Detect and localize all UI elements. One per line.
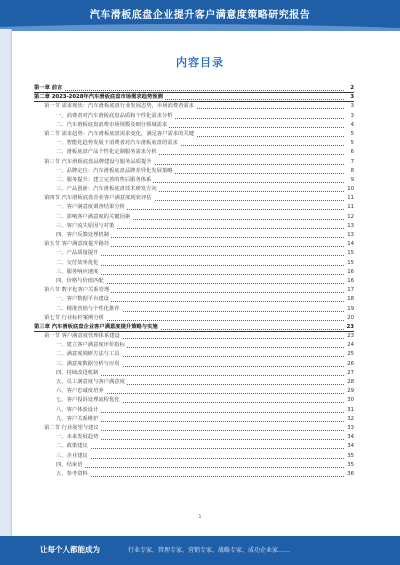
toc-entry-page: 23 [344, 323, 354, 332]
toc-entry-page: 28 [344, 378, 354, 387]
toc-entry-page: 8 [344, 167, 354, 176]
toc-entry-page: 34 [344, 433, 354, 442]
toc-entry-label: 二、滑板底盘产品个性化定制服务需求分析 [56, 148, 159, 157]
toc-entry-label: 三、企业建议 [56, 452, 90, 461]
toc-entry[interactable] [34, 148, 354, 157]
report-title: 汽车滑板底盘企业提升客户满意度策略研究报告 [89, 10, 311, 21]
toc-entry-label: 二、满意度调研方法与工具 [56, 350, 122, 359]
footer-slogan: 让每个人都能成为 [40, 545, 100, 554]
toc-entry[interactable] [34, 121, 354, 130]
toc-entry-page: 12 [344, 213, 354, 222]
toc-entry-label: 三、产品创新：汽车滑板底盘技术研发方向 [56, 185, 159, 194]
toc-entry-label: 第二章 2023-2028年汽车滑板底盘市场需求趋势预测 [34, 93, 165, 102]
toc-entry-page: 35 [344, 452, 354, 461]
toc-entry[interactable] [34, 332, 354, 341]
toc-entry-page: 19 [344, 305, 354, 314]
toc-entry-page: 13 [344, 222, 354, 231]
toc-entry-label: 一、品牌定位：汽车滑板底盘品牌差异化发展策略 [56, 167, 175, 176]
toc-entry-label: 三、客户流失原因与对策 [56, 222, 116, 231]
toc-entry-page: 2 [344, 84, 354, 93]
toc-entry[interactable] [34, 433, 354, 442]
toc-entry-page: 30 [344, 396, 354, 405]
toc-entry-page: 16 [344, 268, 354, 277]
toc-dot-leader [56, 448, 344, 449]
toc-entry-page: 35 [344, 461, 354, 470]
toc-entry[interactable] [34, 231, 354, 240]
toc-entry-page: 15 [344, 259, 354, 268]
toc-entry-label: 一、建立客户满意度评价指标 [56, 341, 127, 350]
toc-entry[interactable] [34, 341, 354, 350]
toc-entry-page: 5 [344, 139, 354, 148]
toc-entry-label: 第三章 汽车滑板底盘企业客户满意度提升策略与实施 [34, 323, 160, 332]
toc-entry-label: 一、消费者对汽车滑板底盘品质和个性化需求分析 [56, 112, 175, 121]
toc-entry-page: 34 [344, 442, 354, 451]
toc-entry-label: 五、员工满意度与客户满意度 [56, 378, 127, 387]
toc-entry[interactable] [34, 194, 354, 203]
toc-entry-page: 16 [344, 277, 354, 286]
toc-entry[interactable] [34, 406, 354, 415]
toc-entry-page: 26 [344, 360, 354, 369]
toc-heading: 内容目录 [176, 56, 224, 69]
toc-entry-label: 四、价格与价值匹配 [56, 277, 106, 286]
left-sidebar-band [0, 29, 11, 536]
toc-entry-label: 第三节 汽车滑板底盘品牌建设与服务品质提升 [44, 158, 154, 167]
toc-entry-label: 三、满意度数据分析与应用 [56, 360, 122, 369]
toc-entry[interactable] [34, 286, 354, 295]
toc-entry-page: 11 [344, 203, 354, 212]
toc-entry-label: 二、汽车滑板底盘消费市场规模及细分领域需求 [56, 121, 169, 130]
toc-entry-page: 29 [344, 387, 354, 396]
toc-entry[interactable] [34, 452, 354, 461]
toc-entry[interactable] [34, 158, 354, 167]
page-header [0, 0, 400, 29]
toc-entry-label: 第六节 数字化客户关系管理 [44, 286, 111, 295]
toc-entry-label: 七、客户投诉处理流程优化 [56, 396, 122, 405]
toc-entry-label: 四、客户反馈处理机制 [56, 231, 111, 240]
toc-entry[interactable] [34, 203, 354, 212]
toc-entry[interactable] [34, 277, 354, 286]
toc-entry-page: 36 [344, 470, 354, 479]
toc-entry[interactable] [34, 268, 354, 277]
header-swoosh-decoration [0, 21, 400, 31]
toc-entry-label: 五、参考资料 [56, 470, 90, 479]
toc-entry-label: 一、智能化趋势发展下消费者对汽车滑板底盘的需求 [56, 139, 180, 148]
toc-entry[interactable] [34, 213, 354, 222]
toc-entry-page: 3 [344, 102, 354, 111]
toc-entry[interactable] [34, 314, 354, 323]
toc-entry[interactable] [34, 102, 354, 111]
toc-entry-page: 3 [344, 112, 354, 121]
toc-entry-label: 第四节 汽车滑板底盘企业客户满意度现状评估 [44, 194, 154, 203]
toc-entry-label: 第七节 行业标杆案例分析 [44, 314, 106, 323]
toc-entry-page: 25 [344, 350, 354, 359]
toc-entry[interactable] [34, 84, 354, 93]
toc-entry-page: 27 [344, 369, 354, 378]
toc-entry-label: 二、交付效率优化 [56, 259, 100, 268]
toc-entry[interactable] [34, 415, 354, 424]
toc-entry-page: 6 [344, 148, 354, 157]
toc-entry[interactable] [34, 360, 354, 369]
toc-entry-page: 17 [344, 286, 354, 295]
toc-entry-page: 24 [344, 341, 354, 350]
toc-entry-label: 六、客户忠诚度培养 [56, 387, 106, 396]
toc-entry-page: 3 [344, 93, 354, 102]
toc-entry-label: 第二节 需求趋势：汽车滑板底盘需求变化，满足客户需求的关键 [44, 130, 196, 139]
toc-entry-label: 四、结束语 [56, 461, 85, 470]
toc-entry[interactable] [34, 185, 354, 194]
toc-entry[interactable] [34, 424, 354, 433]
toc-entry-label: 第一章 前言 [34, 84, 64, 93]
toc-entry-page: 13 [344, 231, 354, 240]
toc-entry-page: 23 [344, 332, 354, 341]
toc-entry-label: 一、产品质量提升 [56, 249, 100, 258]
toc-entry[interactable] [34, 167, 354, 176]
toc-entry[interactable] [34, 461, 354, 470]
toc-entry-page: 4 [344, 121, 354, 130]
toc-entry-label: 一、客户满意度调查结果分析 [56, 203, 127, 212]
toc-entry-page: 14 [344, 240, 354, 249]
sidebar-divider [11, 29, 12, 536]
toc-entry[interactable] [34, 305, 354, 314]
toc-entry-label: 二、政策建议 [56, 442, 90, 451]
toc-entry[interactable] [34, 387, 354, 396]
toc-entry-page: 7 [344, 158, 354, 167]
toc-entry-label: 第一节 需求现状：汽车滑板底盘行业发展态势，市场消费者需求 [44, 102, 196, 111]
toc-entry-label: 一、未来发展趋势 [56, 433, 100, 442]
toc-entry-label: 八、客户体验设计 [56, 406, 100, 415]
toc-entry[interactable] [34, 240, 354, 249]
toc-entry[interactable] [34, 396, 354, 405]
toc-entry[interactable] [34, 176, 354, 185]
toc-entry-page: 18 [344, 295, 354, 304]
toc-entry[interactable] [34, 112, 354, 121]
toc-entry-label: 一、客户数据平台建设 [56, 295, 111, 304]
toc-dot-leader [34, 90, 344, 91]
toc-dot-leader [56, 458, 344, 459]
toc-entry[interactable] [34, 323, 354, 332]
toc-entry[interactable] [34, 378, 354, 387]
toc-entry-page: 32 [344, 415, 354, 424]
toc-entry-label: 第一节 客户满意度管理体系建设 [44, 332, 122, 341]
toc-entry-page: 20 [344, 314, 354, 323]
toc-entry-page: 9 [344, 176, 354, 185]
toc-entry[interactable] [34, 93, 354, 102]
toc-entry-page: 10 [344, 185, 354, 194]
toc-entry[interactable] [34, 259, 354, 268]
toc-entry[interactable] [34, 249, 354, 258]
toc-entry[interactable] [34, 470, 354, 479]
toc-entry-label: 第二节 行业展望与建议 [44, 424, 101, 433]
toc-entry-label: 二、影响客户满意度的关键因素 [56, 213, 132, 222]
toc-dot-leader [56, 476, 344, 477]
toc-entry-label: 第五节 客户满意度提升路径 [44, 240, 111, 249]
footer-services: 行业专家、管理专家、营销专家、战略专家、成功企业家…… [128, 547, 291, 554]
toc-entry-page: 5 [344, 130, 354, 139]
toc-entry[interactable] [34, 442, 354, 451]
page-number: 1 [198, 514, 202, 520]
page-footer [0, 536, 400, 565]
toc-entry-page: 11 [344, 194, 354, 203]
toc-entry-page: 15 [344, 249, 354, 258]
table-of-contents [34, 84, 354, 479]
toc-entry-label: 四、持续改进机制 [56, 369, 100, 378]
toc-entry[interactable] [34, 139, 354, 148]
toc-entry-label: 二、精准营销与个性化推荐 [56, 305, 122, 314]
toc-entry-page: 33 [344, 424, 354, 433]
toc-entry-label: 九、客户关系维护 [56, 415, 100, 424]
toc-entry-label: 三、服务响应速度 [56, 268, 100, 277]
toc-entry-page: 31 [344, 406, 354, 415]
toc-entry-label: 二、服务提升：建立完善的售后服务体系 [56, 176, 153, 185]
toc-entry[interactable] [34, 350, 354, 359]
toc-dot-leader [56, 467, 344, 468]
toc-entry[interactable] [34, 369, 354, 378]
toc-entry[interactable] [34, 222, 354, 231]
toc-entry[interactable] [34, 295, 354, 304]
toc-entry[interactable] [34, 130, 354, 139]
